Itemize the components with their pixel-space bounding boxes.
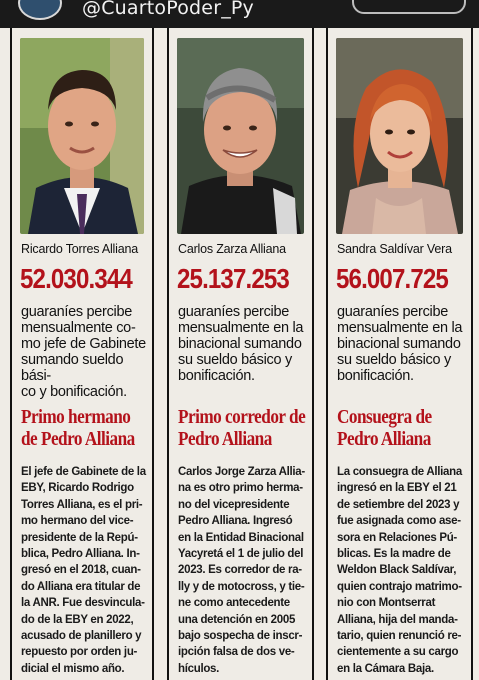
account-handle[interactable]: @CuartoPoder_Py <box>82 0 255 19</box>
profile-column-3 <box>326 28 473 680</box>
follow-button[interactable] <box>352 0 466 14</box>
salary-description: guaraníes percibe mensualmente co- mo jefe de Gabinete sumando sueldo bási- co y bonificación. <box>21 304 146 400</box>
profile-column-1 <box>10 28 154 680</box>
profile-avatar[interactable] <box>18 0 62 20</box>
salary-description: guaraníes percibe mensualmente en la binacional sumando su sueldo básico y bonificación. <box>178 304 304 384</box>
salary-amount: 52.030.344 <box>20 263 132 294</box>
profile-body-text: Carlos Jorge Zarza Allia- na es otro primo herma- no del vicepresidente Pedro Alliana. Ingresó en la Entidad Binacional Yacyretá el 1 de julio del 2023. Es corredor de ra- lly y de motocross, y tie- ne como antecedente una detención en 2005 bajo sospecha de inscr- ipción falsa de dos ve- hículos. <box>178 466 305 675</box>
profile-column-2 <box>167 28 314 680</box>
relation-heading: Primo corredor de Pedro Alliana <box>178 406 306 450</box>
person-name: Sandra Saldívar Vera <box>337 242 452 256</box>
salary-description: guaraníes percibe mensualmente en la binacional sumando su sueldo básico y bonificación. <box>337 304 463 384</box>
salary-amount: 56.007.725 <box>336 263 448 294</box>
person-name: Carlos Zarza Alliana <box>178 242 286 256</box>
profile-body-text: El jefe de Gabinete de la EBY, Ricardo Rodrigo Torres Alliana, es el pri- mo hermano del vice- presidente de la Repú- blica, Pedro Alliana. In- gresó en el 2018, cuan- do Alliana era titular de la ANR. Fue desvincula- do de la EBY en 2022, acusado de planillero y repuesto por orden ju- dicial el mismo año. <box>21 466 146 675</box>
salary-amount: 25.137.253 <box>177 263 289 294</box>
profile-body-text: La consuegra de Alliana ingresó en la EBY el 21 de setiembre del 2023 y fue asignada como ase- sora en Relaciones Pú- blicas. Es la madre de Weldon Black Saldívar, quien contrajo matrimo- nio con Montserrat Alliana, hija del manda- tario, quien renunció re- cientemente a su cargo en la Cámara Baja. <box>337 466 462 675</box>
instagram-header <box>0 0 479 30</box>
portrait-ricardo <box>20 38 144 234</box>
portrait-sandra <box>336 38 463 234</box>
portrait-carlos <box>177 38 304 234</box>
person-name: Ricardo Torres Alliana <box>21 242 138 256</box>
relation-heading: Consuegra de Pedro Alliana <box>337 406 432 450</box>
relation-heading: Primo hermano de Pedro Alliana <box>21 406 135 450</box>
